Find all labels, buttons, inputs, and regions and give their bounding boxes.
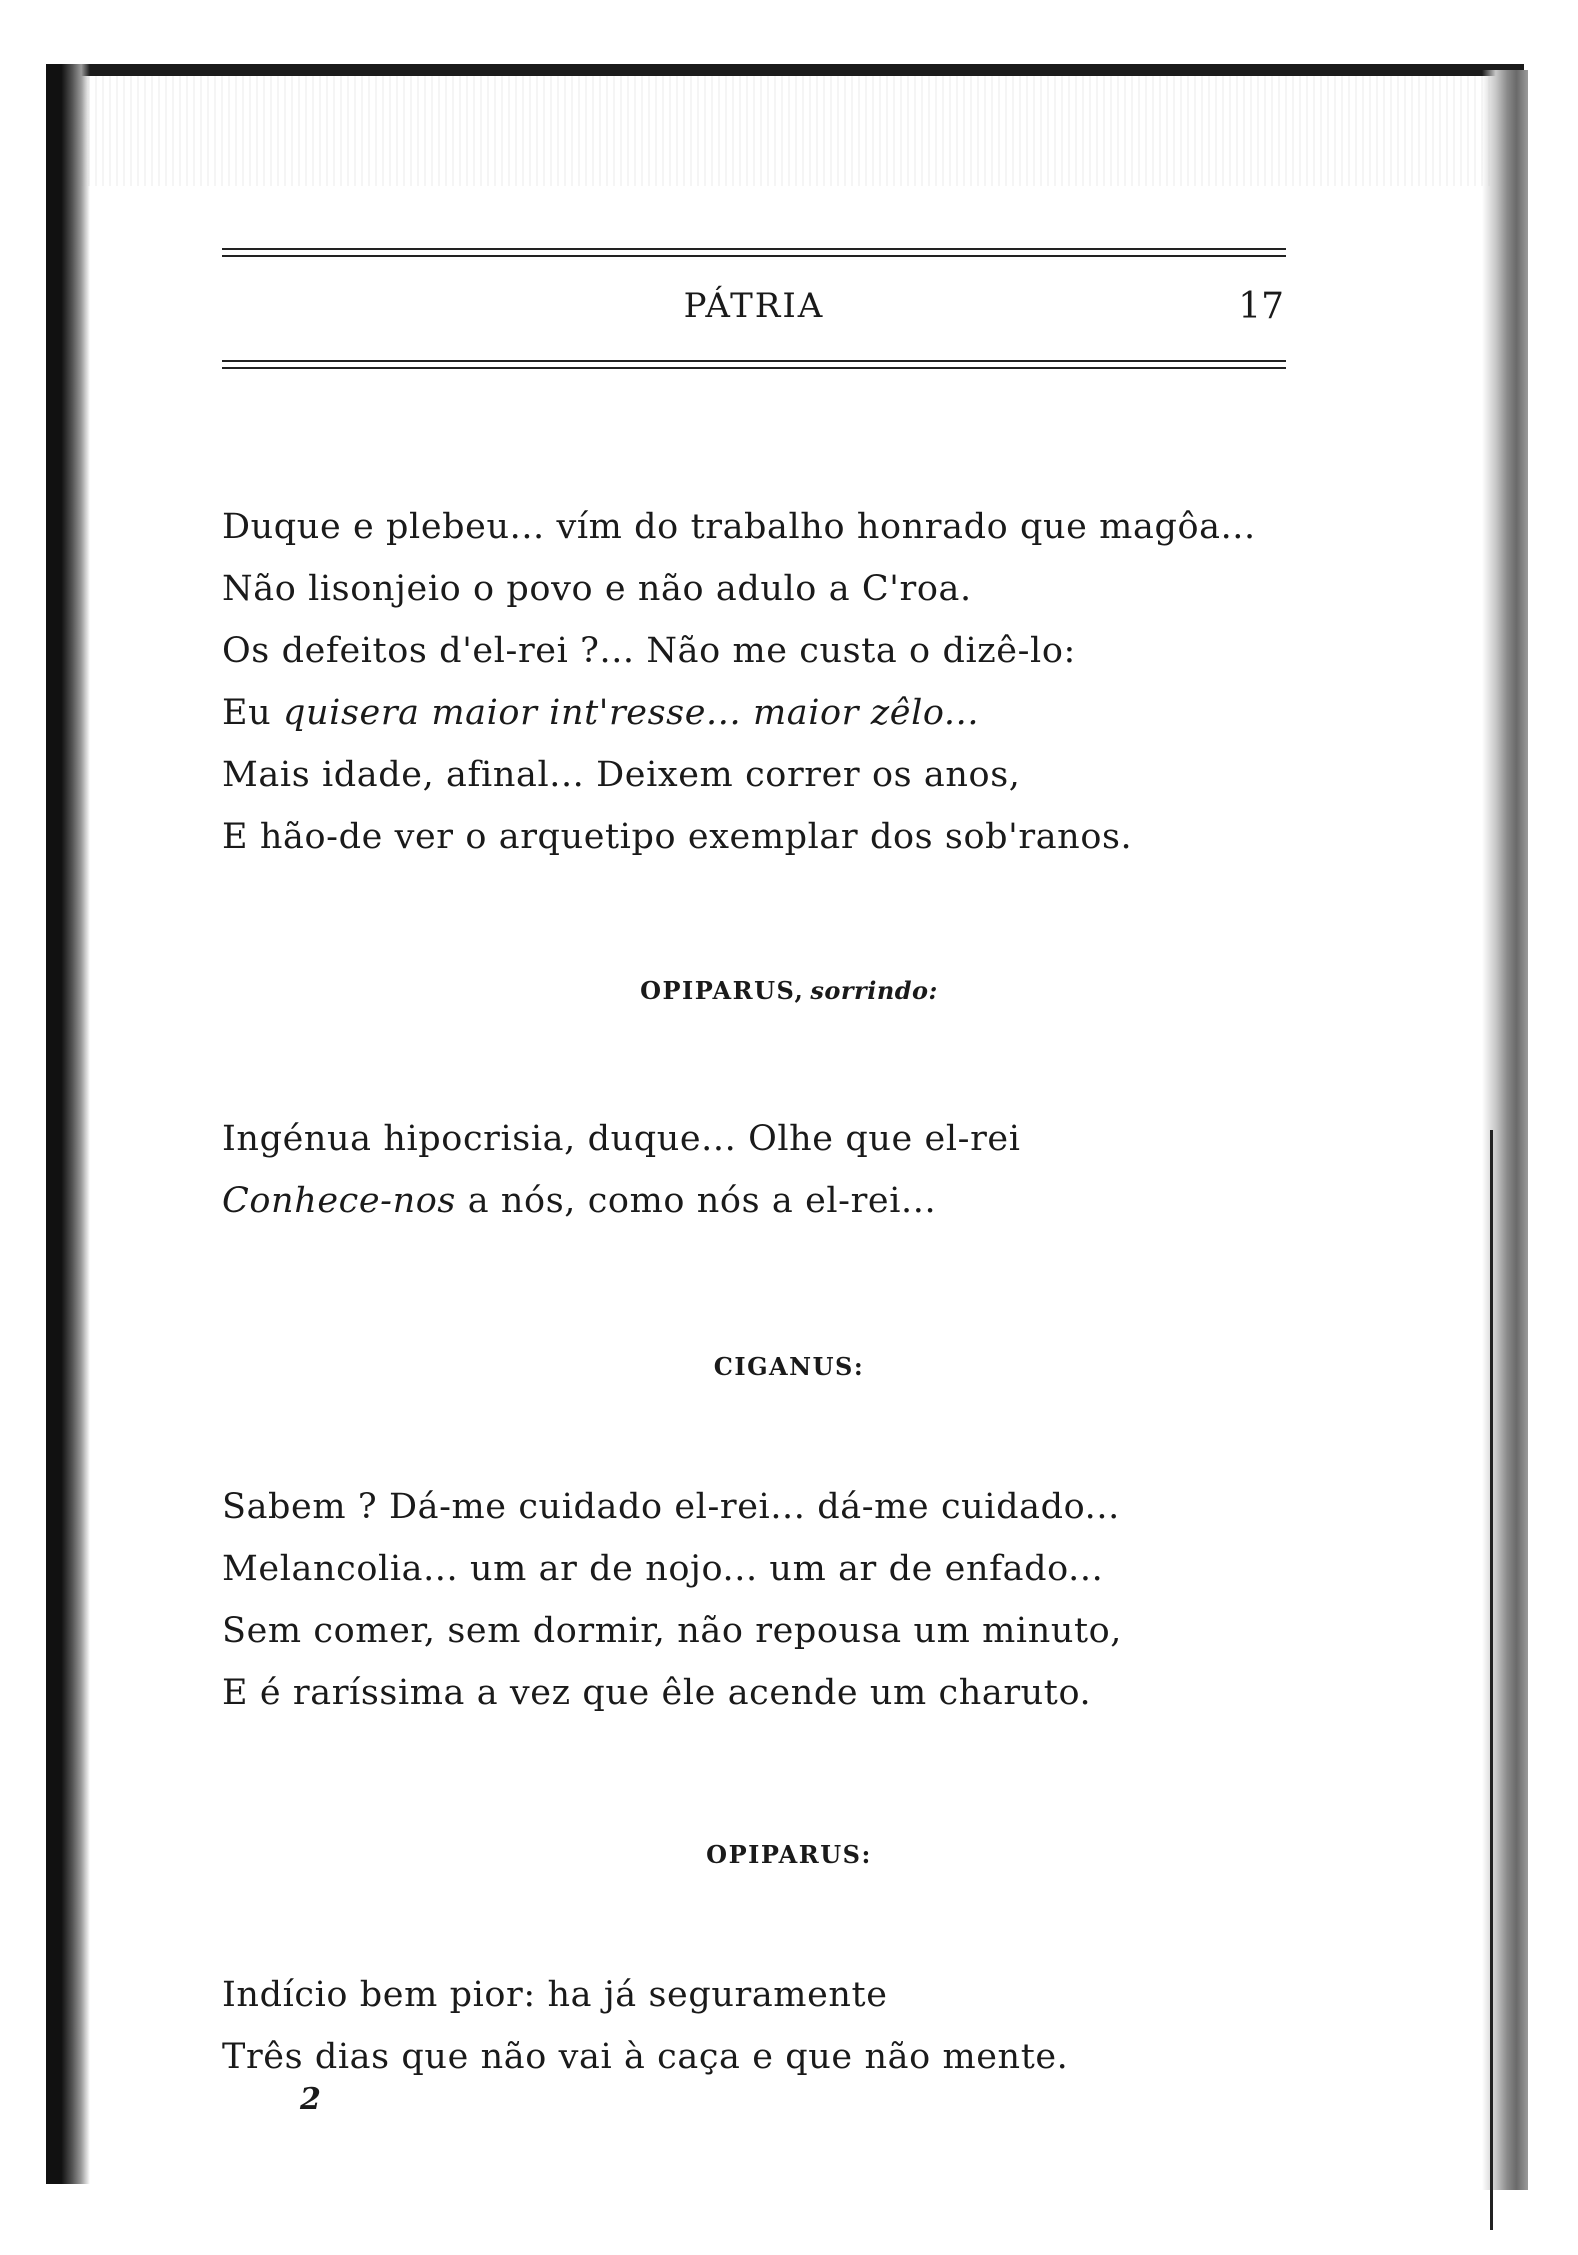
stanza-2 [222,1108,1021,1232]
verse-line: E hão-de ver o arquetipo exemplar dos sob'ranos. [222,817,1133,857]
verse-roman: a nós, como nós a el-rei... [455,1181,937,1221]
scan-right-line [1490,1130,1493,2230]
verse-line: Não lisonjeio o povo e não adulo a C'roa. [222,569,972,609]
scan-right-border [1482,70,1528,2190]
header-rule-top [222,248,1286,257]
stanza-1 [222,496,1256,868]
verse-italic: quisera maior int'resse... maior zêlo... [283,693,980,733]
speaker-heading [0,1840,1578,1869]
header-rule-bottom [222,360,1286,369]
verse-line: Duque e plebeu... vím do trabalho honrado que magôa... [222,507,1256,547]
running-title: PÁTRIA [683,286,825,326]
stanza-3 [222,1476,1122,1724]
verse-line [222,682,1256,744]
speaker-heading [0,1352,1578,1381]
speaker-heading [0,976,1578,1005]
scan-noise [60,76,1520,186]
verse-line: Três dias que não vai à caça e que não mente. [222,2037,1069,2077]
signature-mark: 2 [300,2082,321,2117]
stanza-4 [222,1964,1068,2088]
verse-line: Os defeitos d'el-rei ?... Não me custa o dizê-lo: [222,631,1076,671]
verse-line: Sem comer, sem dormir, não repousa um minuto, [222,1611,1123,1651]
verse-line: E é raríssima a vez que êle acende um charuto. [222,1673,1092,1713]
verse-line [222,1170,1021,1232]
verse-line: Sabem ? Dá-me cuidado el-rei... dá-me cuidado... [222,1487,1120,1527]
verse-roman: Eu [222,693,284,733]
speaker-name: OPIPARUS: [706,1840,872,1869]
speaker-name: CIGANUS: [713,1352,865,1381]
speaker-name: OPIPARUS, [640,976,805,1005]
stage-direction: sorrindo: [810,976,938,1005]
running-head [222,286,1286,336]
verse-line: Ingénua hipocrisia, duque... Olhe que el-rei [222,1119,1021,1159]
verse-line: Melancolia... um ar de nojo... um ar de enfado... [222,1549,1104,1589]
verse-line: Mais idade, afinal... Deixem correr os anos, [222,755,1021,795]
scan-top-border [46,64,1524,76]
page-number: 17 [1238,286,1284,327]
verse-line: Indício bem pior: ha já seguramente [222,1975,888,2015]
verse-italic: Conhece-nos [222,1181,456,1221]
